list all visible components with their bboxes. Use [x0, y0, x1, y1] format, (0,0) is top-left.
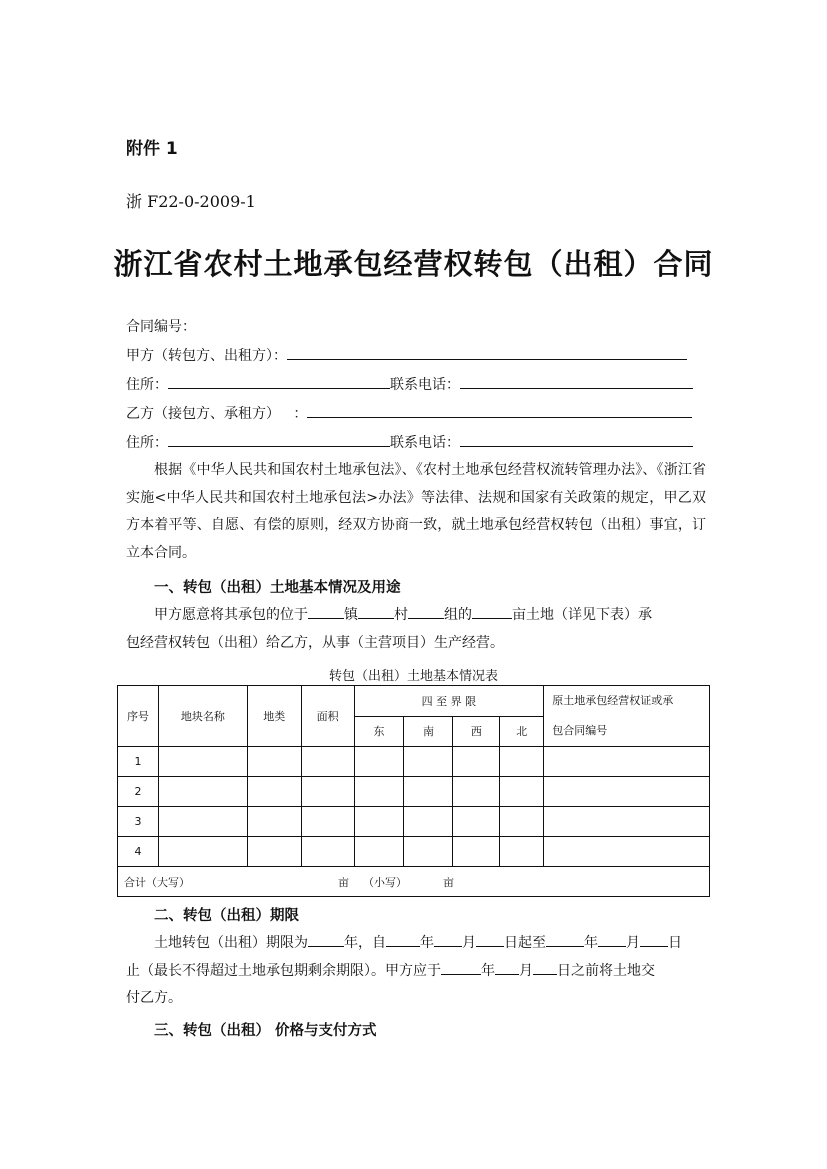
table-cell[interactable]	[247, 777, 301, 807]
table-row	[118, 747, 710, 777]
party-a-phone-field[interactable]	[460, 374, 693, 389]
term-years-field[interactable]	[308, 932, 344, 947]
table-cell[interactable]	[301, 807, 354, 837]
header-area: 面积	[301, 686, 354, 747]
table-cell[interactable]	[544, 747, 710, 777]
s2-text-6: 年	[584, 935, 598, 951]
town-field[interactable]	[308, 604, 344, 619]
header-certificate-line-1: 原土地承包经营权证或承	[552, 694, 674, 707]
table-cell[interactable]	[301, 747, 354, 777]
s2-text-7: 月	[626, 935, 640, 951]
table-cell[interactable]	[544, 807, 710, 837]
s1-text-5: 亩土地（详见下表）承	[512, 607, 652, 623]
end-year-field[interactable]	[546, 932, 584, 947]
party-a-row	[126, 345, 687, 365]
table-row	[118, 807, 710, 837]
table-cell[interactable]	[500, 807, 544, 837]
party-b-field[interactable]	[307, 403, 692, 418]
table-cell[interactable]	[544, 777, 710, 807]
table-cell[interactable]	[453, 747, 500, 777]
table-cell[interactable]	[158, 777, 247, 807]
table-cell[interactable]	[500, 837, 544, 867]
row-number: 1	[118, 747, 159, 777]
total-unit-1: 亩	[338, 875, 349, 889]
s2-text-10: 年	[481, 962, 495, 979]
s1-text-6: 包经营权转包（出租）给乙方，从事（主营项目）生产经营。	[126, 634, 504, 651]
party-a-address-row	[126, 374, 693, 394]
s2-text-12: 日之前将土地交	[557, 962, 655, 979]
delivery-year-field[interactable]	[441, 960, 481, 975]
s1-text-2: 镇	[344, 607, 358, 623]
attachment-label: 附件 1	[126, 139, 178, 159]
s2-text-4: 月	[462, 935, 476, 951]
row-number: 3	[118, 807, 159, 837]
s1-text-4: 组的	[444, 607, 472, 623]
table-cell[interactable]	[404, 807, 453, 837]
table-cell[interactable]	[354, 777, 404, 807]
total-small-label: （小写）	[363, 875, 407, 889]
phone-label-2: 联系电话：	[390, 435, 460, 451]
s2-text-2: 年，自	[344, 935, 386, 951]
group-field[interactable]	[408, 604, 444, 619]
address-label: 住所：	[126, 377, 168, 393]
header-boundaries: 四 至 界 限	[354, 686, 544, 717]
header-land-type: 地类	[247, 686, 301, 747]
party-b-phone-field[interactable]	[460, 432, 693, 447]
s2-text-3: 年	[420, 935, 434, 951]
table-cell[interactable]	[354, 837, 404, 867]
acreage-field[interactable]	[472, 604, 512, 619]
row-number: 2	[118, 777, 159, 807]
s2-text-13: 付乙方。	[126, 990, 182, 1006]
table-cell[interactable]	[247, 837, 301, 867]
land-info-table	[117, 685, 710, 897]
row-number: 4	[118, 837, 159, 867]
table-cell[interactable]	[158, 837, 247, 867]
table-cell[interactable]	[453, 807, 500, 837]
header-certificate-line-2: 包合同编号	[552, 724, 608, 737]
table-cell[interactable]	[354, 807, 404, 837]
header-east: 东	[354, 716, 404, 747]
table-cell[interactable]	[158, 807, 247, 837]
header-west: 西	[453, 716, 500, 747]
table-cell[interactable]	[404, 747, 453, 777]
delivery-day-field[interactable]	[533, 960, 557, 975]
s2-text-9: 止（最长不得超过土地承包期剩余期限）。甲方应于	[126, 962, 441, 979]
party-b-address-field[interactable]	[168, 432, 390, 447]
end-month-field[interactable]	[598, 932, 626, 947]
start-month-field[interactable]	[434, 932, 462, 947]
end-day-field[interactable]	[640, 932, 668, 947]
table-cell[interactable]	[247, 747, 301, 777]
party-a-field[interactable]	[287, 345, 687, 360]
delivery-month-field[interactable]	[495, 960, 519, 975]
header-south: 南	[404, 716, 453, 747]
header-plot-name: 地块名称	[158, 686, 247, 747]
s1-text-1: 甲方愿意将其承包的位于	[154, 607, 308, 623]
table-cell[interactable]	[158, 747, 247, 777]
page-title: 浙江省农村土地承包经营权转包（出租）合同	[113, 247, 714, 281]
total-unit-2: 亩	[443, 875, 454, 889]
table-cell[interactable]	[500, 777, 544, 807]
section-1-heading: 一、转包（出租）土地基本情况及用途	[154, 579, 401, 596]
total-cell[interactable]	[118, 867, 710, 897]
table-cell[interactable]	[453, 837, 500, 867]
s1-text-3: 村	[394, 607, 408, 623]
party-a-label: 甲方（转包方、出租方）：	[126, 348, 287, 364]
header-north: 北	[500, 716, 544, 747]
contract-number-label: 合同编号：	[126, 319, 196, 335]
table-cell[interactable]	[500, 747, 544, 777]
section-2-heading: 二、转包（出租）期限	[154, 907, 299, 924]
address-label-2: 住所：	[126, 435, 168, 451]
section-3-heading: 三、转包（出租） 价格与支付方式	[154, 1022, 377, 1039]
table-caption: 转包（出租）土地基本情况表	[328, 669, 498, 684]
table-row	[118, 837, 710, 867]
start-year-field[interactable]	[386, 932, 420, 947]
start-day-field[interactable]	[476, 932, 504, 947]
phone-label: 联系电话：	[390, 377, 460, 393]
table-cell[interactable]	[301, 837, 354, 867]
header-seq: 序号	[118, 686, 159, 747]
table-cell[interactable]	[404, 777, 453, 807]
party-b-label: 乙方（接包方、承租方）	[126, 406, 280, 422]
total-label: 合计（大写）	[124, 875, 190, 889]
party-b-row	[126, 403, 692, 423]
header-certificate	[544, 686, 710, 747]
table-cell[interactable]	[404, 837, 453, 867]
s2-text-8: 日	[668, 935, 682, 951]
party-b-address-row	[126, 432, 693, 452]
s2-text-1: 土地转包（出租）期限为	[154, 935, 308, 951]
table-cell[interactable]	[453, 777, 500, 807]
table-cell[interactable]	[247, 807, 301, 837]
section-1-paragraph	[126, 602, 706, 657]
table-total-row	[118, 867, 710, 897]
document-code: 浙 F22-0-2009-1	[126, 192, 256, 211]
party-b-colon: ：	[293, 406, 308, 422]
section-2-paragraph	[126, 930, 706, 1013]
table-row	[118, 777, 710, 807]
preamble-paragraph: 根据《中华人民共和国农村土地承包法》、《农村土地承包经营权流转管理办法》、《浙江省实施<中华人民共和国农村土地承包法>办法》等法律、法规和国家有关政策的规定，甲乙双方本着平等、自愿、有偿的原则，经双方协商一致，就土地承包经营权转包（出租）事宜，订立本合同。	[126, 462, 706, 561]
s2-text-11: 月	[519, 962, 533, 979]
table-cell[interactable]	[354, 747, 404, 777]
table-cell[interactable]	[301, 777, 354, 807]
s2-text-5: 日起至	[504, 935, 546, 951]
village-field[interactable]	[358, 604, 394, 619]
party-a-address-field[interactable]	[168, 374, 390, 389]
table-cell[interactable]	[544, 837, 710, 867]
